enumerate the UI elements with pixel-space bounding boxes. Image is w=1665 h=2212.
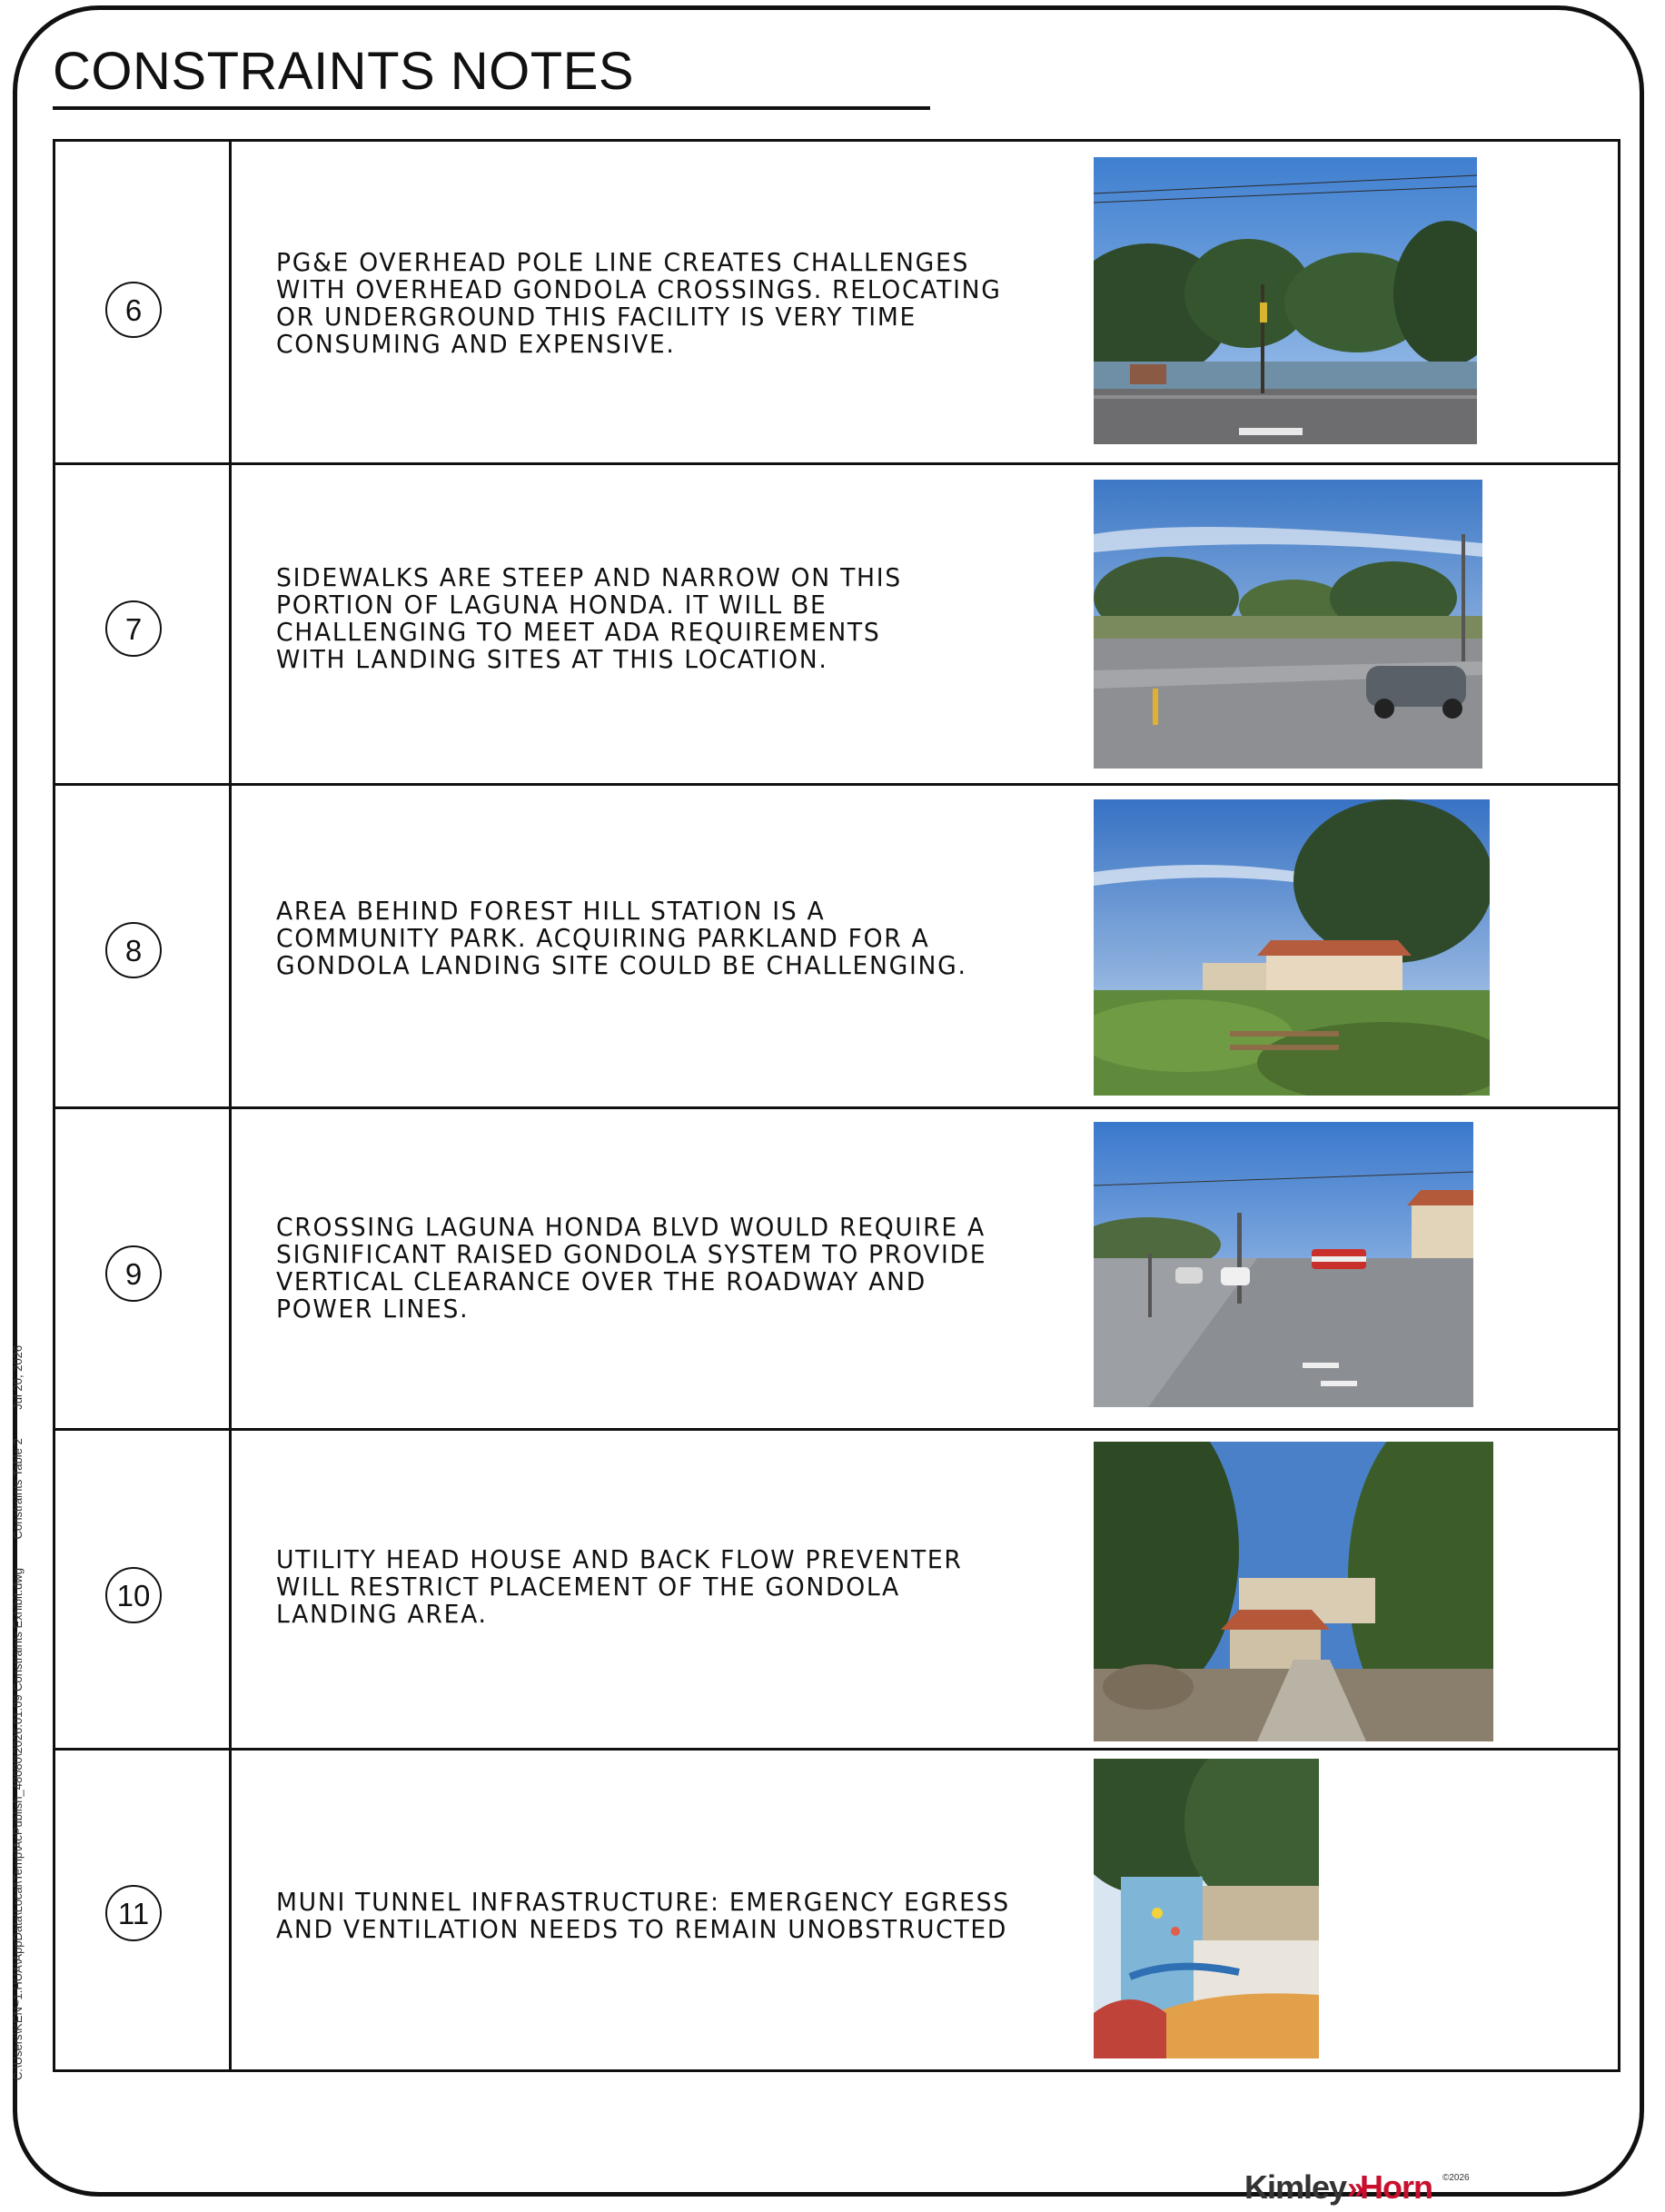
note-text: CROSSING LAGUNA HONDA BLVD WOULD REQUIRE A SIGNIFICANT RAISED GONDOLA SYSTEM TO PROVIDE VERTICAL CLEARANCE OVER THE ROADWAY AND POWER LINES.: [276, 1212, 987, 1324]
note-number-circle: 10: [105, 1567, 162, 1623]
note-number-circle: 11: [105, 1885, 162, 1941]
copyright-year: ©2026: [1442, 2173, 1470, 2183]
note-text: PG&E OVERHEAD POLE LINE CREATES CHALLENGES WITH OVERHEAD GONDOLA CROSSINGS. RELOCATING OR UNDERGROUND THIS FACILITY IS VERY TIME CONSUMING AND EXPENSIVE.: [276, 247, 1002, 359]
site-photo-forest-hill-park: [1094, 799, 1490, 1096]
note-row: [55, 1751, 1618, 2072]
note-text: MUNI TUNNEL INFRASTRUCTURE: EMERGENCY EGRESS AND VENTILATION NEEDS TO REMAIN UNOBSTRUCTED: [276, 1887, 1010, 1944]
logo-text-horn: Horn: [1359, 2168, 1432, 2206]
logo-text-kimley: Kimley: [1244, 2168, 1347, 2206]
note-number-cell: [55, 1431, 232, 1748]
constraints-table: [53, 139, 1620, 2072]
logo-chevrons-icon: »: [1347, 2171, 1359, 2206]
note-row: [55, 465, 1618, 786]
note-number-circle: 6: [105, 282, 162, 338]
note-row: [55, 1431, 1618, 1751]
site-photo-muni-tunnel-mural: [1094, 1759, 1319, 2058]
note-number-cell: [55, 1751, 232, 2072]
site-photo-intersection-car: [1094, 480, 1482, 769]
note-text: UTILITY HEAD HOUSE AND BACK FLOW PREVENTER WILL RESTRICT PLACEMENT OF THE GONDOLA LANDING AREA.: [276, 1544, 963, 1629]
note-number-cell: [55, 1109, 232, 1428]
page-title: CONSTRAINTS NOTES: [53, 42, 635, 101]
title-underline: [53, 106, 930, 110]
note-number-circle: 8: [105, 922, 162, 978]
plot-date: Jul 20, 2026: [11, 1344, 25, 1410]
site-photo-utility-head-house: [1094, 1442, 1493, 1741]
note-row: [55, 142, 1618, 465]
note-row: [55, 1109, 1618, 1431]
note-number-circle: 9: [105, 1245, 162, 1302]
layout-name: Constraints Table 2: [11, 1438, 25, 1540]
note-row: [55, 786, 1618, 1109]
note-number-circle: 7: [105, 600, 162, 657]
note-number-cell: [55, 786, 232, 1106]
kimley-horn-logo: [1244, 2168, 1432, 2206]
site-photo-road-poles: [1094, 157, 1477, 444]
note-text: SIDEWALKS ARE STEEP AND NARROW ON THIS PORTION OF LAGUNA HONDA. IT WILL BE CHALLENGING TO MEET ADA REQUIREMENTS WITH LANDING SITES AT THIS LOCATION.: [276, 562, 902, 674]
note-number-cell: [55, 142, 232, 462]
site-photo-laguna-honda-blvd: [1094, 1122, 1473, 1407]
note-number-cell: [55, 465, 232, 783]
note-text: AREA BEHIND FOREST HILL STATION IS A COMMUNITY PARK. ACQUIRING PARKLAND FOR A GONDOLA LANDING SITE COULD BE CHALLENGING.: [276, 896, 967, 980]
drawing-file-info: [11, 1320, 25, 2080]
file-path: C:\Users\KEN~1.HUA\AppData\Local\Temp\AcPublish_48080\2026.01.09 Constraints Exhibit.dwg: [11, 1567, 25, 2080]
